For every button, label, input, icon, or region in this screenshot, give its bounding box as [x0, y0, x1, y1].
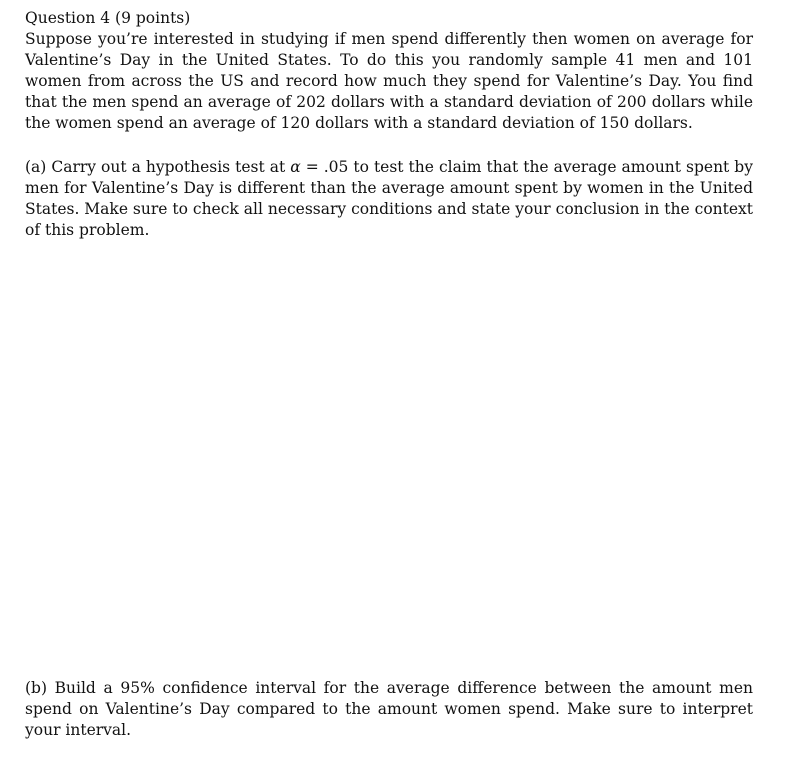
part-a-lead: (a) Carry out a hypothesis test at — [25, 158, 291, 176]
question-intro: Suppose you’re interested in studying if men spend differently then women on average for Valentine’s Day in the United States. To do this you randomly sample 41 men and 101 women from across the US and record how much they spend for Valentine’s Day. You find that the men spend an average of 202 dollars with a standard deviation of 200 dollars while the women spend an average of 120 dollars with a standard deviation of 150 dollars. — [25, 30, 753, 132]
question-block — [25, 8, 753, 134]
question-title: Question 4 (9 points) — [25, 9, 191, 27]
part-a-answer-space — [25, 225, 753, 665]
alpha-symbol: α — [290, 158, 301, 176]
part-b-prompt: (b) Build a 95% confidence interval for the average difference between the amount men spend on Valentine’s Day compared to the amount women spend. Make sure to interpret your interval. — [25, 679, 753, 739]
part-b-answer-space — [25, 725, 753, 760]
part-a-rest: = .05 to test the claim that the average amount spent by men for Valentine’s Day is different than the average amount spent by women in the United States. Make sure to check all necessary conditions and state your conclusion in the context of this problem. — [25, 158, 753, 239]
